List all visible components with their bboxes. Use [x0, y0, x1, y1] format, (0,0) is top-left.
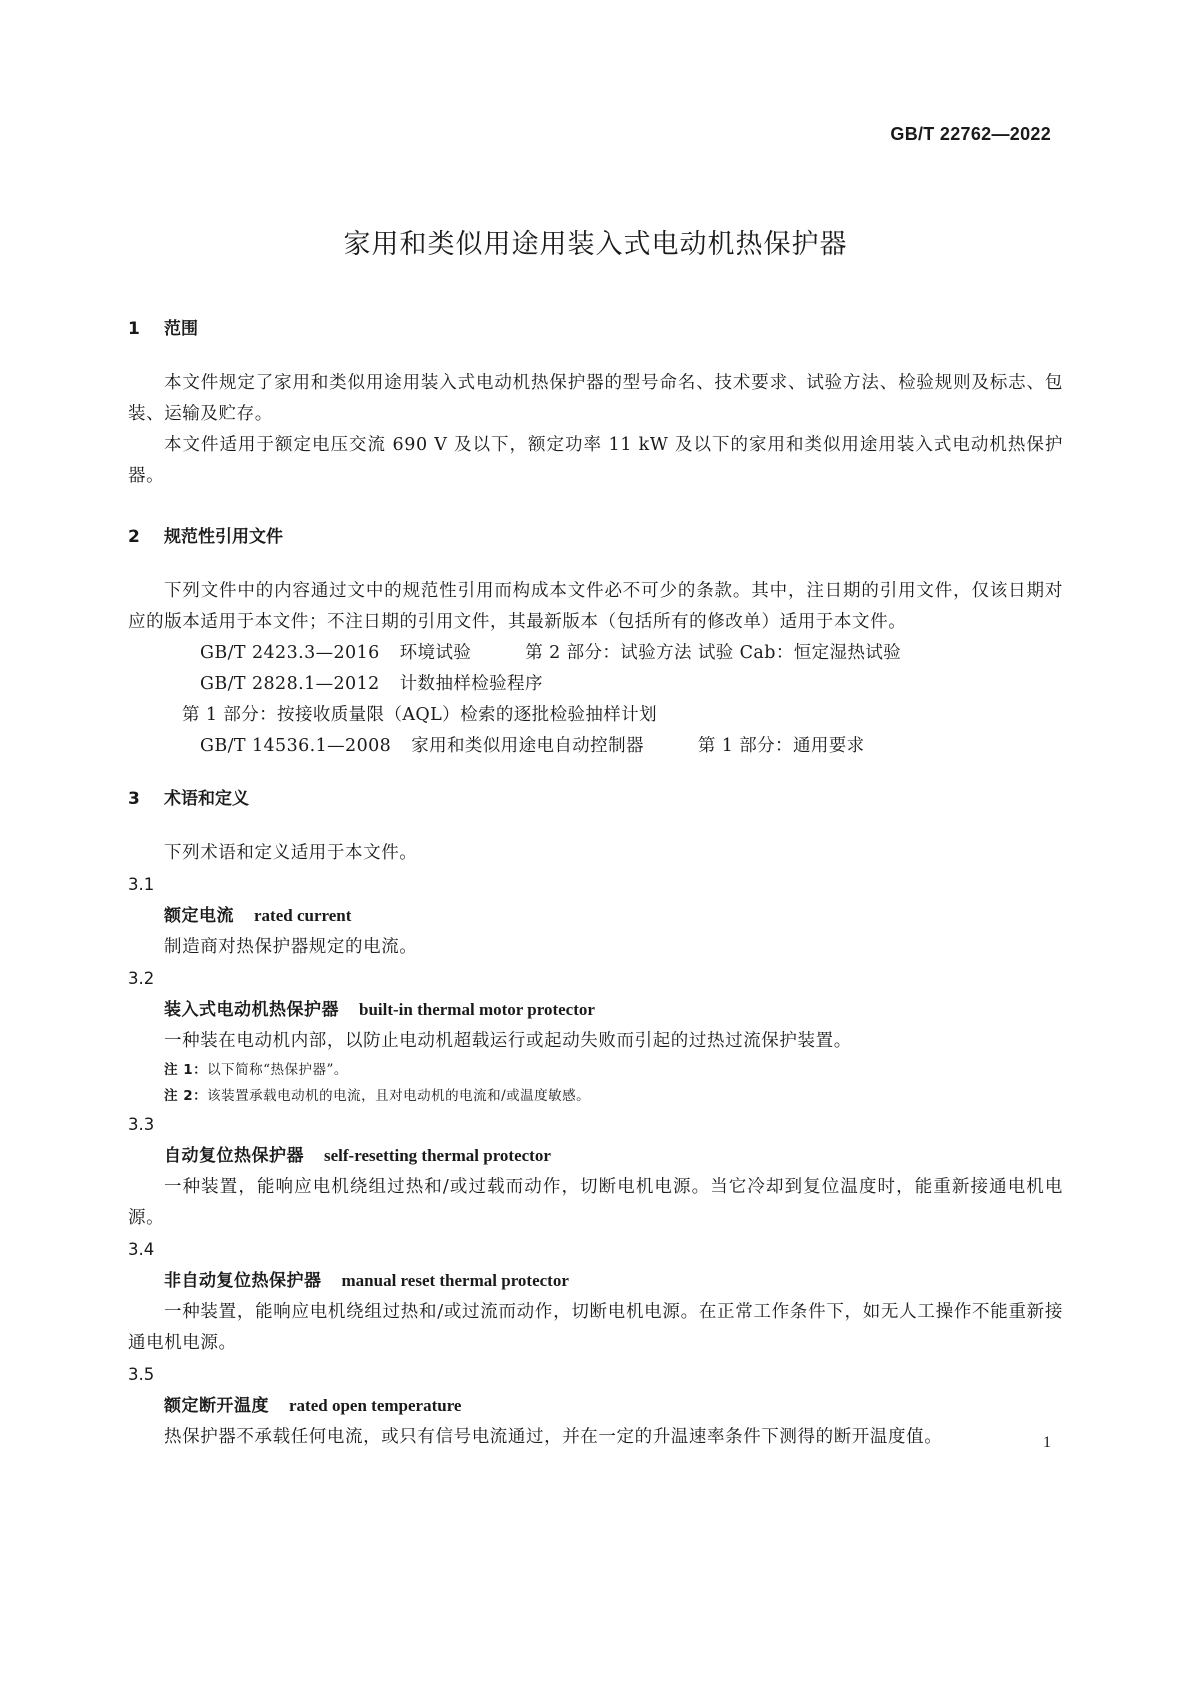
- reference-title: 计数抽样检验程序: [399, 674, 543, 694]
- note-text: 以下简称“热保护器”。: [207, 1062, 348, 1078]
- term-name-en: self-resetting thermal protector: [324, 1146, 551, 1165]
- document-title: 家用和类似用途用装入式电动机热保护器: [343, 229, 848, 260]
- reference-item: [128, 731, 1063, 762]
- reference-subtitle: 第 2 部分：试验方法 试验 Cab：恒定湿热试验: [525, 643, 902, 663]
- section-title: 规范性引用文件: [164, 527, 283, 547]
- term-name-en: built-in thermal motor protector: [359, 1000, 595, 1019]
- reference-code: GB/T 14536.1—2008: [200, 736, 392, 756]
- term-definition: 一种装置，能响应电机绕组过热和/或过载而动作，切断电机电源。当它冷却到复位温度时，能重新接通电机电源。: [128, 1177, 1063, 1228]
- section-title: 范围: [164, 319, 198, 339]
- document-body: [128, 316, 1063, 1453]
- term-number: 3.2: [128, 969, 155, 988]
- note-label: 注 1：: [164, 1062, 208, 1078]
- term-name-zh: 装入式电动机热保护器: [164, 1000, 339, 1020]
- section-heading-scope: [128, 316, 1063, 342]
- term-definition: 热保护器不承载任何电流，或只有信号电流通过，并在一定的升温速率条件下测得的断开温度值。: [164, 1427, 943, 1447]
- page-number: 1: [1043, 1434, 1051, 1451]
- term-definition: 一种装置，能响应电机绕组过热和/或过流而动作，切断电机电源。在正常工作条件下，如无人工操作不能重新接通电机电源。: [128, 1302, 1063, 1353]
- term-name-zh: 自动复位热保护器: [164, 1146, 304, 1166]
- section-number: 2: [128, 527, 140, 547]
- paragraph: 下列术语和定义适用于本文件。: [164, 843, 418, 863]
- term-name: [128, 1265, 1063, 1297]
- section-heading-normative-references: [128, 524, 1063, 550]
- reference-subtitle: 第 1 部分：通用要求: [697, 736, 865, 756]
- note: [128, 1057, 1063, 1083]
- term-name: [128, 1390, 1063, 1422]
- note: [128, 1083, 1063, 1109]
- reference-code: GB/T 2423.3—2016: [200, 643, 380, 663]
- term-name-zh: 额定电流: [164, 906, 234, 926]
- reference-item: [128, 638, 1063, 669]
- paragraph: 下列文件中的内容通过文中的规范性引用而构成本文件必不可少的条款。其中，注日期的引用文件，仅该日期对应的版本适用于本文件；不注日期的引用文件，其最新版本（包括所有的修改单）适用于本文件。: [128, 581, 1063, 632]
- term-definition: 制造商对热保护器规定的电流。: [164, 937, 418, 957]
- section-number: 1: [128, 319, 140, 339]
- section-number: 3: [128, 789, 140, 809]
- section-title: 术语和定义: [164, 789, 249, 809]
- reference-item: [128, 669, 1063, 731]
- section-heading-terms-definitions: [128, 786, 1063, 812]
- term-name: [128, 994, 1063, 1026]
- term-definition: 一种装在电动机内部，以防止电动机超载运行或起动失败而引起的过热过流保护装置。: [164, 1031, 852, 1051]
- term-name: [128, 1140, 1063, 1172]
- term-name-zh: 非自动复位热保护器: [164, 1271, 322, 1291]
- reference-subtitle: 第 1 部分：按接收质量限（AQL）检索的逐批检验抽样计划: [182, 705, 657, 725]
- term-name-en: manual reset thermal protector: [341, 1271, 569, 1290]
- reference-title: 环境试验: [399, 643, 472, 663]
- standard-code: GB/T 22762—2022: [890, 124, 1051, 144]
- paragraph: 本文件适用于额定电压交流 690 V 及以下，额定功率 11 kW 及以下的家用和类似用途用装入式电动机热保护器。: [128, 435, 1063, 486]
- term-name: [128, 900, 1063, 932]
- reference-title: 家用和类似用途电自动控制器: [411, 736, 644, 756]
- term-number: 3.1: [128, 875, 155, 894]
- paragraph: 本文件规定了家用和类似用途用装入式电动机热保护器的型号命名、技术要求、试验方法、检验规则及标志、包装、运输及贮存。: [128, 373, 1063, 424]
- note-text: 该装置承载电动机的电流，且对电动机的电流和/或温度敏感。: [207, 1088, 591, 1104]
- reference-code: GB/T 2828.1—2012: [200, 674, 380, 694]
- term-number: 3.4: [128, 1240, 155, 1259]
- term-number: 3.3: [128, 1115, 155, 1134]
- term-name-en: rated current: [254, 906, 352, 925]
- term-name-en: rated open temperature: [289, 1396, 462, 1415]
- note-label: 注 2：: [164, 1088, 208, 1104]
- term-name-zh: 额定断开温度: [164, 1396, 269, 1416]
- term-number: 3.5: [128, 1365, 155, 1384]
